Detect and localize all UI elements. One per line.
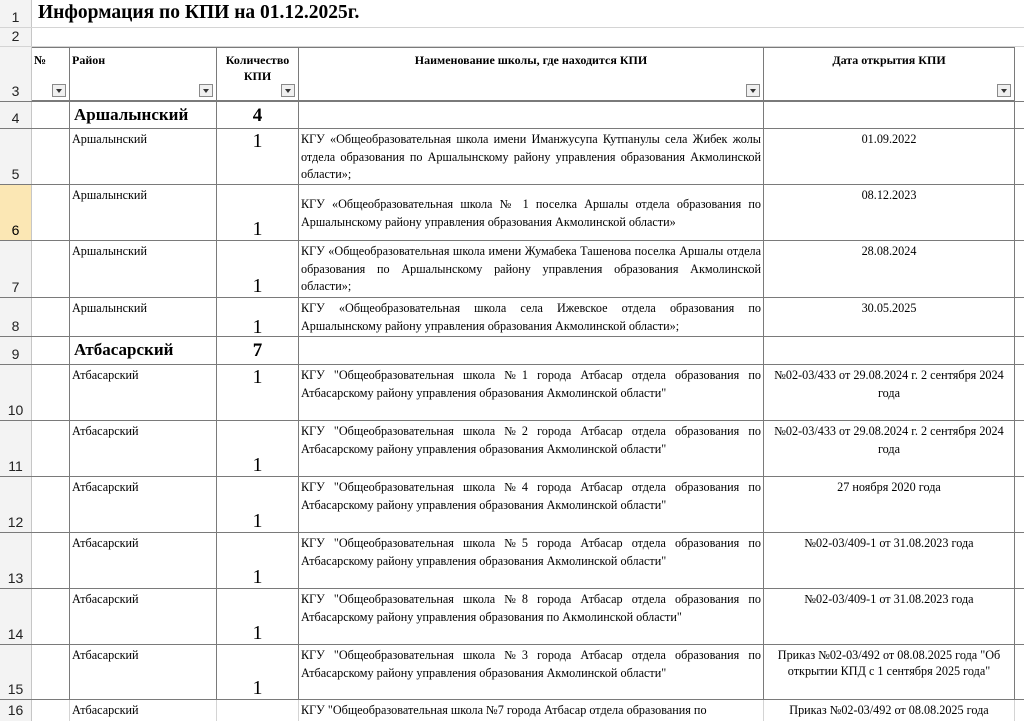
row-header-5[interactable]: 5: [0, 129, 32, 184]
row-header-6[interactable]: 6: [0, 185, 32, 240]
header-kolvo[interactable]: [217, 47, 299, 101]
header-name-label: Наименование школы, где находится КПИ: [414, 53, 648, 67]
sheet-row-3-header: [0, 47, 1024, 102]
table-row: [0, 241, 1024, 298]
table-row: [0, 589, 1024, 645]
cell-num[interactable]: [32, 337, 70, 364]
cell-num[interactable]: [32, 102, 70, 128]
cell-rayon[interactable]: Аршалынский: [70, 241, 217, 297]
group-count-cell[interactable]: 7: [217, 337, 299, 364]
count-value: 1: [252, 453, 263, 476]
cell-date[interactable]: 27 ноября 2020 года: [764, 477, 1015, 532]
cell-name[interactable]: КГУ "Общеобразовательная школа №2 города Атбасар отдела образования по Атбасарскому району управления образования Акмолинской области": [299, 421, 764, 476]
cell-date[interactable]: Приказ №02-03/492 от 08.08.2025 года "Об открытии КПД с 1 сентября 2025 года": [764, 645, 1015, 699]
cell-num[interactable]: [32, 129, 70, 184]
count-value: 1: [252, 509, 263, 532]
cell-count[interactable]: [217, 298, 299, 336]
cell-rayon[interactable]: Аршалынский: [70, 129, 217, 184]
cell-count[interactable]: [217, 241, 299, 297]
cell-num[interactable]: [32, 298, 70, 336]
count-value: 1: [252, 315, 263, 336]
row-header-13[interactable]: 13: [0, 533, 32, 588]
count-value: 1: [252, 676, 263, 699]
table-row: [0, 298, 1024, 337]
row-header-4[interactable]: 4: [0, 102, 32, 128]
sheet-row-2: [0, 28, 1024, 47]
count-value: 1: [252, 274, 263, 297]
cell-name[interactable]: КГУ «Общеобразовательная школа № 1 поселка Аршалы отдела образования по Аршалынскому району управления образования Акмолинской области»: [299, 185, 764, 240]
cell-count[interactable]: [217, 700, 299, 721]
sheet-row-1: [0, 0, 1024, 28]
table-row: [0, 421, 1024, 477]
cell-name[interactable]: КГУ «Общеобразовательная школа имени Жумабека Ташенова поселка Аршалы отдела образования по Аршалынскому району управления образования Акмолинской области»;: [299, 241, 764, 297]
cell-name[interactable]: КГУ "Общеобразовательная школа №5 города Атбасар отдела образования по Атбасарскому району управления образования Акмолинской области": [299, 533, 764, 588]
filter-dropdown-icon[interactable]: [746, 84, 760, 97]
cell-name[interactable]: КГУ "Общеобразовательная школа №7 города Атбасар отдела образования по: [299, 700, 764, 721]
count-value: 1: [252, 366, 263, 388]
cell-name[interactable]: КГУ "Общеобразовательная школа №4 города Атбасар отдела образования по Атбасарскому району управления образования Акмолинской области": [299, 477, 764, 532]
cell-date[interactable]: 28.08.2024: [764, 241, 1015, 297]
table-row: [0, 365, 1024, 421]
cell-rayon[interactable]: Атбасарский: [70, 700, 217, 721]
row-header-15[interactable]: 15: [0, 645, 32, 699]
row-header-8[interactable]: 8: [0, 298, 32, 336]
cell-name[interactable]: КГУ "Общеобразовательная школа №3 города Атбасар отдела образования по Атбасарскому району управления образования Акмолинской области": [299, 645, 764, 699]
cell-count[interactable]: [217, 645, 299, 699]
header-num-label: №: [34, 53, 47, 67]
cell-num[interactable]: [32, 241, 70, 297]
count-value: 1: [252, 217, 263, 240]
header-num[interactable]: [32, 47, 70, 101]
group-name-cell[interactable]: Аршалынский: [70, 102, 217, 128]
filter-dropdown-icon[interactable]: [281, 84, 295, 97]
group-count-cell[interactable]: 4: [217, 102, 299, 128]
cell-count[interactable]: [217, 533, 299, 588]
table-row: [0, 477, 1024, 533]
table-row: [0, 185, 1024, 241]
table-row: [0, 700, 1024, 721]
cell-name[interactable]: КГУ "Общеобразовательная школа №1 города Атбасар отдела образования по Атбасарскому району управления образования Акмолинской области": [299, 365, 764, 420]
row-header-3[interactable]: 3: [0, 47, 32, 101]
table-row: [0, 645, 1024, 700]
cell-name[interactable]: [299, 337, 764, 364]
cell-num[interactable]: [32, 421, 70, 476]
cell-name[interactable]: КГУ «Общеобразовательная школа имени Иманжусупа Кутпанулы села Жибек жолы отдела образования по Аршалынскому району управления образования Акмолинской области»;: [299, 129, 764, 184]
cell-name[interactable]: [299, 102, 764, 128]
filter-dropdown-icon[interactable]: [52, 84, 66, 97]
cell-num[interactable]: [32, 477, 70, 532]
cell-rayon[interactable]: Атбасарский: [70, 365, 217, 420]
cell-date[interactable]: 30.05.2025: [764, 298, 1015, 336]
row-header-1[interactable]: 1: [0, 0, 32, 27]
row-header-7[interactable]: 7: [0, 241, 32, 297]
header-rayon-label: Район: [72, 53, 106, 67]
cell-num[interactable]: [32, 589, 70, 644]
filter-dropdown-icon[interactable]: [199, 84, 213, 97]
cell-count[interactable]: [217, 365, 299, 420]
count-value: 1: [252, 130, 263, 152]
group-name-cell[interactable]: Атбасарский: [70, 337, 217, 364]
cell-num[interactable]: [32, 365, 70, 420]
cell-name[interactable]: КГУ «Общеобразовательная школа села Ижевское отдела образования по Аршалынскому району управления образования Акмолинской области»;: [299, 298, 764, 336]
table-row: [0, 129, 1024, 185]
cell-count[interactable]: [217, 477, 299, 532]
cell-date[interactable]: 08.12.2023: [764, 185, 1015, 240]
cell-num[interactable]: [32, 645, 70, 699]
cell-date[interactable]: [764, 102, 1015, 128]
sheet-title[interactable]: Информация по КПИ на 01.12.2025г.: [38, 2, 360, 23]
cell-num[interactable]: [32, 533, 70, 588]
row-header-10[interactable]: 10: [0, 365, 32, 420]
cell-rayon[interactable]: Атбасарский: [70, 533, 217, 588]
cell-date[interactable]: 01.09.2022: [764, 129, 1015, 184]
count-value: 1: [252, 621, 263, 644]
cell-count[interactable]: [217, 185, 299, 240]
cell-date[interactable]: №02-03/409-1 от 31.08.2023 года: [764, 533, 1015, 588]
cell-count[interactable]: [217, 421, 299, 476]
sheet-row-4-group: [0, 102, 1024, 129]
cell-date[interactable]: №02-03/433 от 29.08.2024 г. 2 сентября 2024 года: [764, 421, 1015, 476]
cell-date[interactable]: [764, 337, 1015, 364]
header-rayon[interactable]: [70, 47, 217, 101]
header-kolvo-label: Количество КПИ: [225, 53, 290, 83]
row-header-16[interactable]: 16: [0, 700, 32, 721]
cell-num[interactable]: [32, 700, 70, 721]
cell-date[interactable]: Приказ №02-03/492 от 08.08.2025 года: [764, 700, 1015, 721]
row-header-12[interactable]: 12: [0, 477, 32, 532]
header-name[interactable]: [299, 47, 764, 101]
cell-rayon[interactable]: Атбасарский: [70, 477, 217, 532]
cell-count[interactable]: [217, 589, 299, 644]
cell-date[interactable]: №02-03/433 от 29.08.2024 г. 2 сентября 2024 года: [764, 365, 1015, 420]
row-header-9[interactable]: 9: [0, 337, 32, 364]
row-header-2[interactable]: 2: [0, 28, 32, 46]
header-date-label: Дата открытия КПИ: [832, 53, 946, 67]
count-value: 1: [252, 565, 263, 588]
filter-dropdown-icon[interactable]: [997, 84, 1011, 97]
cell-count[interactable]: [217, 129, 299, 184]
header-date[interactable]: [764, 47, 1015, 101]
cell-rayon[interactable]: Атбасарский: [70, 421, 217, 476]
sheet-row-9-group: [0, 337, 1024, 365]
cell-rayon[interactable]: Аршалынский: [70, 185, 217, 240]
cell-rayon[interactable]: Атбасарский: [70, 589, 217, 644]
cell-rayon[interactable]: Аршалынский: [70, 298, 217, 336]
cell-rayon[interactable]: Атбасарский: [70, 645, 217, 699]
cell-name[interactable]: КГУ "Общеобразовательная школа №8 города Атбасар отдела образования по Атбасарскому району управления образования по Акмолинской области": [299, 589, 764, 644]
table-row: [0, 533, 1024, 589]
row-header-14[interactable]: 14: [0, 589, 32, 644]
row-header-11[interactable]: 11: [0, 421, 32, 476]
cell-date[interactable]: №02-03/409-1 от 31.08.2023 года: [764, 589, 1015, 644]
cell-num[interactable]: [32, 185, 70, 240]
